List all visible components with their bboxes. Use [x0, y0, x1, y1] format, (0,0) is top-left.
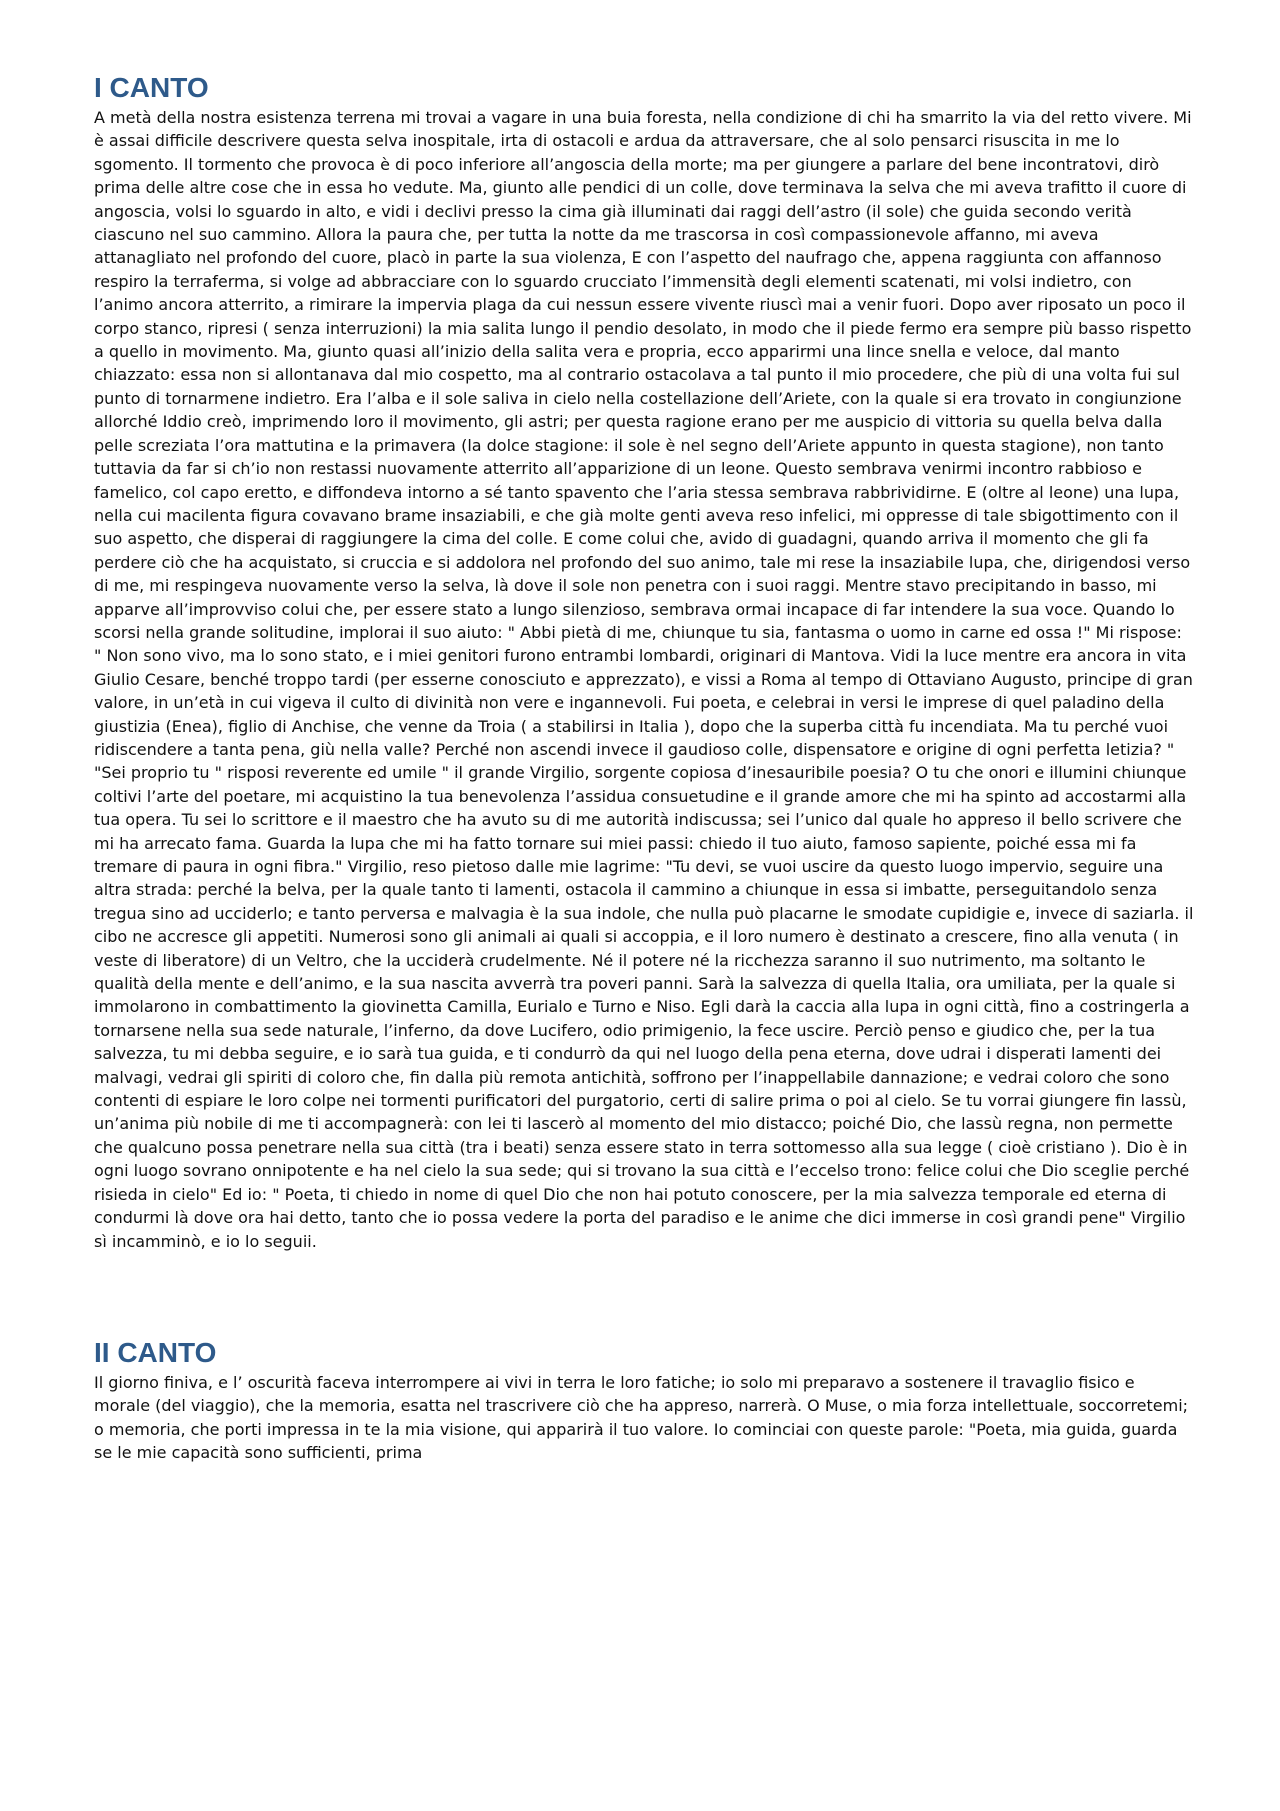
canto-section-1 — [94, 70, 1194, 1253]
document-page — [94, 70, 1194, 1465]
canto-body: A metà della nostra esistenza terrena mi trovai a vagare in una buia foresta, nella condizione di chi ha smarrito la via del retto vivere. Mi è assai difficile descrivere questa selva inospitale, irta di ostacoli e ardua da attraversare, che al solo pensarci risuscita in me lo sgomento. Il tormento che provoca è di poco inferiore all’angoscia della morte; ma per giungere a parlare del bene incontratovi, dirò prima delle altre cose che in essa ho vedute. Ma, giunto alle pendici di un colle, dove terminava la selva che mi aveva trafitto il cuore di angoscia, volsi lo sguardo in alto, e vidi i declivi presso la cima già illuminati dai raggi dell’astro (il sole) che guida secondo verità ciascuno nel suo cammino. Allora la paura che, per tutta la notte da me trascorsa in così compassionevole affanno, mi aveva attanagliato nel profondo del cuore, placò in parte la sua violenza, E con l’aspetto del naufrago che, appena raggiunta con affannoso respiro la terraferma, si volge ad abbracciare con lo sguardo crucciato l’immensità degli elementi scatenati, mi volsi indietro, con l’animo ancora atterrito, a rimirare la impervia plaga da cui nessun essere vivente riuscì mai a venir fuori. Dopo aver riposato un poco il corpo stanco, ripresi ( senza interruzioni) la mia salita lungo il pendio desolato, in modo che il piede fermo era sempre più basso rispetto a quello in movimento. Ma, giunto quasi all’inizio della salita vera e propria, ecco apparirmi una lince snella e veloce, dal manto chiazzato: essa non si allontanava dal mio cospetto, ma al contrario ostacolava a tal punto il mio procedere, che più di una volta fui sul punto di tornarmene indietro. Era l’alba e il sole saliva in cielo nella costellazione dell’Ariete, con la quale si era trovato in congiunzione allorché Iddio creò, imprimendo loro il movimento, gli astri; per questa ragione erano per me auspicio di vittoria su quella belva dalla pelle screziata l’ora mattutina e la primavera (la dolce stagione: il sole è nel segno dell’Ariete appunto in questa stagione), non tanto tuttavia da far si ch’io non restassi nuovamente atterrito all’apparizione di un leone. Questo sembrava venirmi incontro rabbioso e famelico, col capo eretto, e diffondeva intorno a sé tanto spavento che l’aria stessa sembrava rabbrividirne. E (oltre al leone) una lupa, nella cui macilenta figura covavano brame insaziabili, e che già molte genti aveva reso infelici, mi oppresse di tale sbigottimento con il suo aspetto, che disperai di raggiungere la cima del colle. E come colui che, avido di guadagni, quando arriva il momento che gli fa perdere ciò che ha acquistato, si cruccia e si addolora nel profondo del suo animo, tale mi rese la insaziabile lupa, che, dirigendosi verso di me, mi respingeva nuovamente verso la selva, là dove il sole non penetra con i suoi raggi. Mentre stavo precipitando in basso, mi apparve all’improvviso colui che, per essere stato a lungo silenzioso, sembrava ormai incapace di far intendere la sua voce. Quando lo scorsi nella grande solitudine, implorai il suo aiuto: " Abbi pietà di me, chiunque tu sia, fantasma o uomo in carne ed ossa !" Mi rispose: " Non sono vivo, ma lo sono stato, e i miei genitori furono entrambi lombardi, originari di Mantova. Vidi la luce mentre era ancora in vita Giulio Cesare, benché troppo tardi (per esserne conosciuto e apprezzato), e vissi a Roma al tempo di Ottaviano Augusto, principe di gran valore, in un’età in cui vigeva il culto di divinità non vere e ingannevoli. Fui poeta, e celebrai in versi le imprese di quel paladino della giustizia (Enea), figlio di Anchise, che venne da Troia ( a stabilirsi in Italia ), dopo che la superba città fu incendiata. Ma tu perché vuoi ridiscendere a tanta pena, giù nella valle? Perché non ascendi invece il gaudioso colle, dispensatore e origine di ogni perfetta letizia? " "Sei proprio tu " risposi reverente ed umile " il grande Virgilio, sorgente copiosa d’inesauribile poesia? O tu che onori e illumini chiunque coltivi l’arte del poetare, mi acquistino la tua benevolenza l’assidua consuetudine e il grande amore che mi ha spinto ad accostarmi alla tua opera. Tu sei lo scrittore e il maestro che ha avuto su di me autorità indiscussa; sei l’unico dal quale ho appreso il bello scrivere che mi ha arrecato fama. Guarda la lupa che mi ha fatto tornare sui miei passi: chiedo il tuo aiuto, famoso sapiente, poiché essa mi fa tremare di paura in ogni fibra." Virgilio, reso pietoso dalle mie lagrime: "Tu devi, se vuoi uscire da questo luogo impervio, seguire una altra strada: perché la belva, per la quale tanto ti lamenti, ostacola il cammino a chiunque in essa si imbatte, perseguitandolo senza tregua sino ad ucciderlo; e tanto perversa e malvagia è la sua indole, che nulla può placarne le smodate cupidigie e, invece di saziarla. il cibo ne accresce gli appetiti. Numerosi sono gli animali ai quali si accoppia, e il loro numero è destinato a crescere, fino alla venuta ( in veste di liberatore) di un Veltro, che la ucciderà crudelmente. Né il potere né la ricchezza saranno il suo nutrimento, ma soltanto le qualità della mente e dell’animo, e la sua nascita avverrà tra poveri panni. Sarà la salvezza di quella Italia, ora umiliata, per la quale si immolarono in combattimento la giovinetta Camilla, Eurialo e Turno e Niso. Egli darà la caccia alla lupa in ogni città, fino a costringerla a tornarsene nella sua sede naturale, l’inferno, da dove Lucifero, odio primigenio, la fece uscire. Perciò penso e giudico che, per la tua salvezza, tu mi debba seguire, e io sarà tua guida, e ti condurrò da qui nel luogo della pena eterna, dove udrai i disperati lamenti dei malvagi, vedrai gli spiriti di coloro che, fin dalla più remota antichità, soffrono per l’inappellabile dannazione; e vedrai coloro che sono contenti di espiare le loro colpe nei tormenti purificatori del purgatorio, certi di salire prima o poi al cielo. Se tu vorrai giungere fin lassù, un’anima più nobile di me ti accompagnerà: con lei ti lascerò al momento del mio distacco; poiché Dio, che lassù regna, non permette che qualcuno possa penetrare nella sua città (tra i beati) senza essere stato in terra sottomesso alla sua legge ( cioè cristiano ). Dio è in ogni luogo sovrano onnipotente e ha nel cielo la sua sede; qui si trovano la sua città e l’eccelso trono: felice colui che Dio sceglie perché risieda in cielo" Ed io: " Poeta, ti chiedo in nome di quel Dio che non hai potuto conoscere, per la mia salvezza temporale ed eterna di condurmi là dove ora hai detto, tanto che io possa vedere la porta del paradiso e le anime che dici immerse in così grandi pene" Virgilio sì incamminò, e io lo seguii. — [94, 108, 1194, 1251]
canto-section-2 — [94, 1335, 1194, 1465]
section-spacer — [94, 1253, 1194, 1335]
canto-title: I CANTO — [94, 72, 209, 103]
canto-body: Il giorno finiva, e l’ oscurità faceva interrompere ai vivi in terra le loro fatiche; io solo mi preparavo a sostenere il travaglio fisico e morale (del viaggio), che la memoria, esatta nel trascrivere ciò che ha appreso, narrerà. O Muse, o mia forza intellettuale, soccorretemi; o memoria, che porti impressa in te la mia visione, qui apparirà il tuo valore. Io cominciai con queste parole: "Poeta, mia guida, guarda se le mie capacità sono sufficienti, prima — [94, 1372, 1189, 1463]
canto-title: II CANTO — [94, 1336, 217, 1368]
